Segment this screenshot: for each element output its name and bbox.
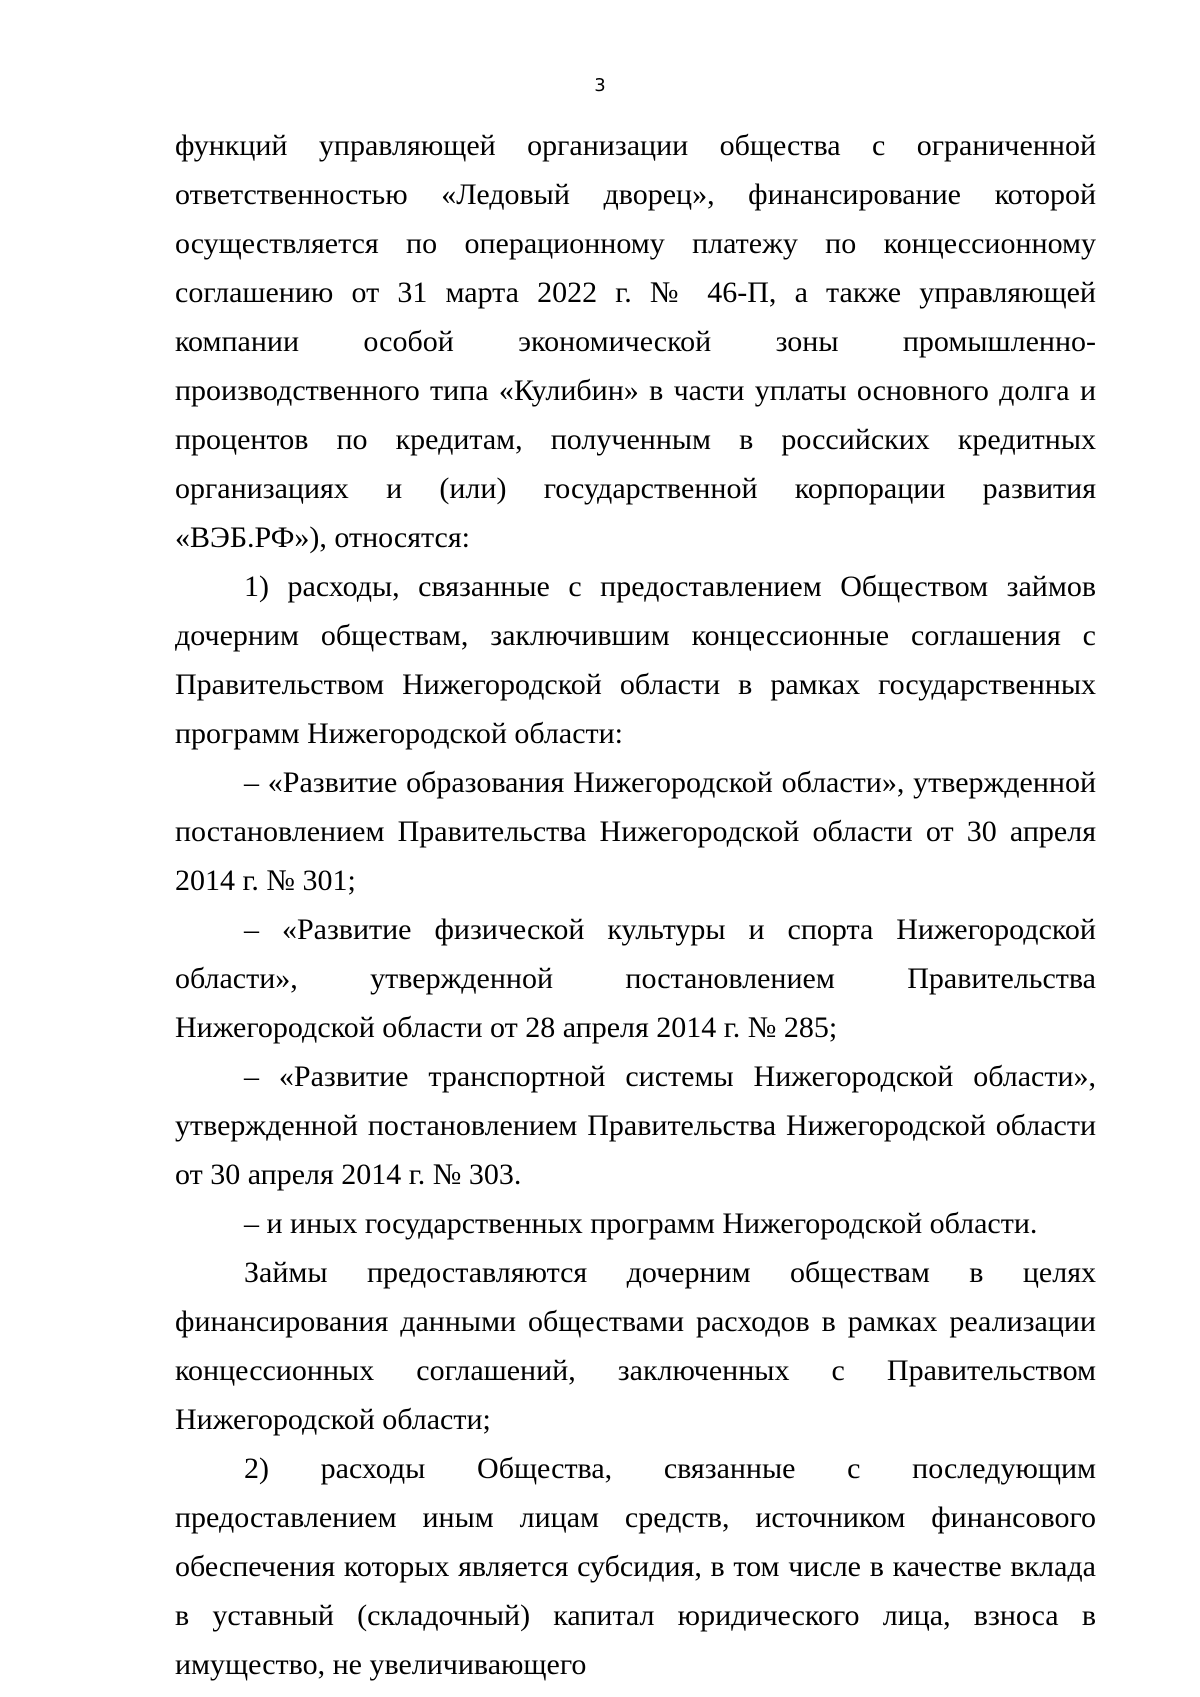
paragraph-item-2: 2) расходы Общества, связанные с последующим предоставлением иным лицам средств, источником финансового обеспечения которых является субсидия, в том числе в качестве вклада в уставный (складочный) капитал юридического лица, взноса в имущество, не увеличивающего [175,1452,1096,1681]
paragraph-item-1: 1) расходы, связанные с предоставлением Обществом займов дочерним обществам, заключившим концессионные соглашения с Правительством Нижегородской области в рамках государственных программ Нижегородской области: [175,570,1096,750]
paragraph-program-transport: – «Развитие транспортной системы Нижегородской области», утвержденной постановлением Правительства Нижегородской области от 30 апреля 2014 г. № 303. [175,1060,1096,1191]
page-number: 3 [594,75,606,96]
paragraph-loans: Займы предоставляются дочерним обществам в целях финансирования данными обществами расходов в рамках реализации концессионных соглашений, заключенных с Правительством Нижегородской области; [175,1256,1096,1436]
paragraph-program-sport: – «Развитие физической культуры и спорта Нижегородской области», утвержденной постановлением Правительства Нижегородской области от 28 апреля 2014 г. № 285; [175,913,1096,1044]
paragraph-other-programs: – и иных государственных программ Нижегородской области. [244,1207,1038,1240]
paragraph-continuation: функций управляющей организации общества с ограниченной ответственностью «Ледовый дворец», финансирование которой осуществляется по операционному платежу по концессионному соглашению от 31 марта 2022 г. № 46-П, а также управляющей компании особой экономической зоны промышленно-производственного типа «Кулибин» в части уплаты основного долга и процентов по кредитам, полученным в российских кредитных организациях и (или) государственной корпорации развития «ВЭБ.РФ»), относятся: [175,129,1096,554]
paragraph-program-education: – «Развитие образования Нижегородской области», утвержденной постановлением Правительства Нижегородской области от 30 апреля 2014 г. № 301; [175,766,1096,897]
document-body [175,121,1096,1689]
